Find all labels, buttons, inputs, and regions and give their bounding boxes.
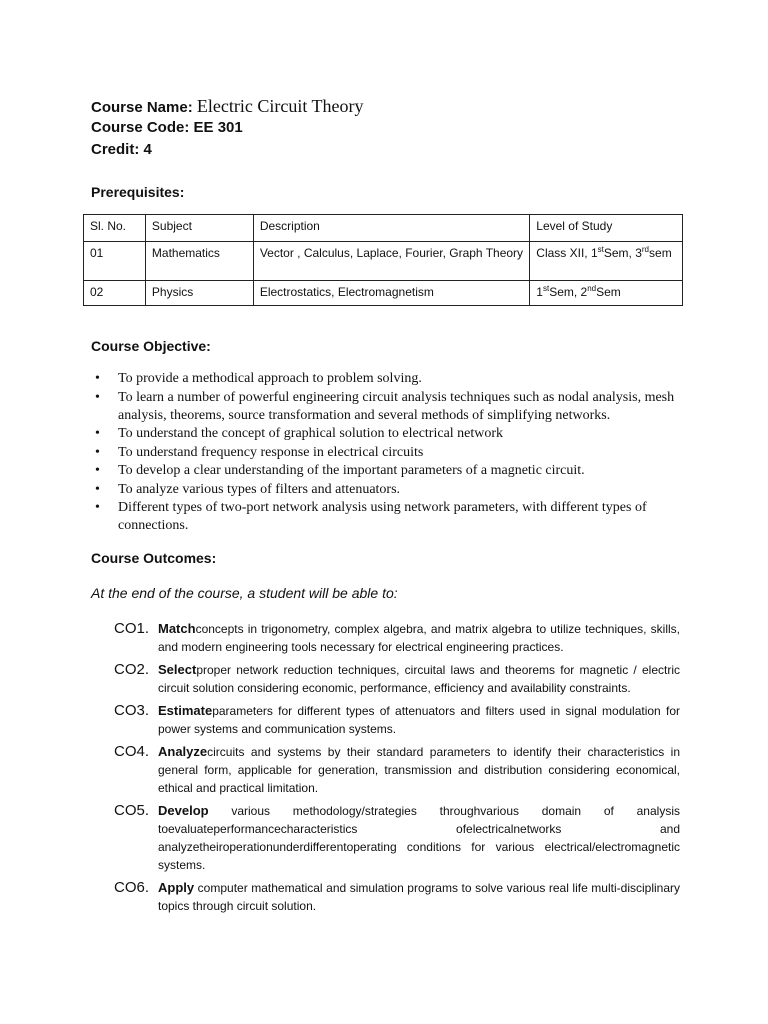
level-sup: nd [587,284,597,293]
level-part: Sem [596,285,621,299]
outcome-verb: Apply [158,880,195,895]
level-sup: rd [641,245,650,254]
column-header-subject: Subject [145,215,253,242]
list-item-text: To analyze various types of filters and attenuators. [118,481,401,497]
outcome-description: various methodology/strategies throughvarious domain of analysis toevaluateperformancecharacteristics ofelectricalnetworks and analyzetheiroperationunderdifferentoperating conditions for various electrical/electromagnetic systems. [158,804,680,872]
outcome-code: CO3. [114,702,150,719]
outcome-text [158,620,680,656]
outcome-description: proper network reduction techniques, circuital laws and theorems for magnetic / electric circuit solution considering economic, performance, efficiency and availability constraints. [158,663,680,695]
table-row [84,281,683,306]
outcome-item [114,661,680,697]
course-code: EE 301 [193,119,243,136]
course-code-label: Course Code: [91,119,190,136]
objective-title: Course Objective: [91,338,211,354]
outcome-code: CO6. [114,879,150,896]
outcome-description: concepts in trigonometry, complex algebra, and matrix algebra to utilize techniques, skills, and modern engineering tools necessary for electrical engineering practices. [158,622,680,654]
list-item [93,481,685,499]
list-item-text: To develop a clear understanding of the important parameters of a magnetic circuit. [118,463,585,478]
table-row [84,242,683,281]
outcome-item [114,743,680,797]
outcome-text [158,661,680,697]
outcomes-title: Course Outcomes: [91,550,217,566]
level-sup: st [597,245,604,254]
level-part: Class XII, 1 [536,246,598,260]
outcome-text [158,702,680,738]
level-part: Sem, 3 [603,246,642,260]
outcome-text [158,743,680,797]
outcomes-list [114,620,680,920]
column-header-level: Level of Study [530,215,683,242]
credit-value: 4 [143,141,152,158]
bullet-icon: • [95,371,100,386]
cell-subject: Physics [145,281,253,306]
level-part: Sem, 2 [549,285,588,299]
cell-level [530,242,683,281]
course-name-label: Course Name: [91,99,193,116]
outcome-verb: Estimate [158,703,213,718]
outcome-text [158,879,680,915]
outcome-item [114,802,680,874]
list-item [93,370,685,388]
outcome-verb: Analyze [158,744,208,759]
course-name-line [91,95,363,117]
bullet-icon: • [95,389,100,405]
outcome-text [158,802,680,874]
outcome-description: computer mathematical and simulation programs to solve various real life multi-disciplinary topics through circuit solution. [158,881,680,913]
outcome-description: circuits and systems by their standard parameters to identify their characteristics in general form, applicable for generation, transmission and distribution considering economical, ethical and practical limitation. [158,745,680,795]
list-item-text: To learn a number of powerful engineering circuit analysis techniques such as nodal analysis, mesh analysis, theorems, source transformation and several methods of simplifying networks. [118,389,675,423]
level-part: 1 [536,285,543,299]
column-header-sl-no: Sl. No. [84,215,146,242]
level-part: sem [649,246,672,260]
table-header-row [84,215,683,242]
cell-subject: Mathematics [145,242,253,281]
outcome-verb: Develop [158,803,209,818]
outcome-item [114,620,680,656]
bullet-icon: • [95,500,100,515]
outcome-item [114,702,680,738]
bullet-icon: • [95,463,100,478]
bullet-icon: • [95,426,100,441]
column-header-description: Description [253,215,529,242]
cell-sl-no: 02 [84,281,146,306]
outcome-verb: Match [158,621,196,636]
credit-line [91,139,363,161]
outcome-code: CO1. [114,620,150,637]
outcome-code: CO5. [114,802,150,819]
prerequisites-table [83,214,683,306]
list-item-text: To understand the concept of graphical solution to electrical network [118,426,504,441]
cell-description: Vector , Calculus, Laplace, Fourier, Graph Theory [253,242,529,281]
course-name: Electric Circuit Theory [196,96,364,116]
bullet-icon: • [95,444,100,460]
list-item [93,444,685,462]
level-sup: st [542,284,550,293]
bullet-icon: • [95,481,100,497]
course-code-line [91,117,363,139]
list-item [93,499,685,535]
list-item-text: To understand frequency response in electrical circuits [118,444,424,460]
objective-list [93,370,685,536]
list-item [93,462,685,480]
outcome-description: parameters for different types of attenuators and filters used in signal modulation for power systems and communication systems. [158,704,680,736]
outcomes-intro: At the end of the course, a student will be able to: [91,585,398,601]
outcome-code: CO2. [114,661,150,678]
cell-description: Electrostatics, Electromagnetism [253,281,529,306]
list-item [93,425,685,443]
outcome-item [114,879,680,915]
course-header [91,95,363,161]
list-item [93,389,685,425]
list-item-text: To provide a methodical approach to problem solving. [118,371,422,386]
outcome-verb: Select [158,662,197,677]
list-item-text: Different types of two-port network analysis using network parameters, with different types of connections. [118,500,647,533]
cell-level [530,281,683,306]
outcome-code: CO4. [114,743,150,760]
credit-label: Credit: [91,141,140,158]
cell-sl-no: 01 [84,242,146,281]
prerequisites-title: Prerequisites: [91,184,185,200]
